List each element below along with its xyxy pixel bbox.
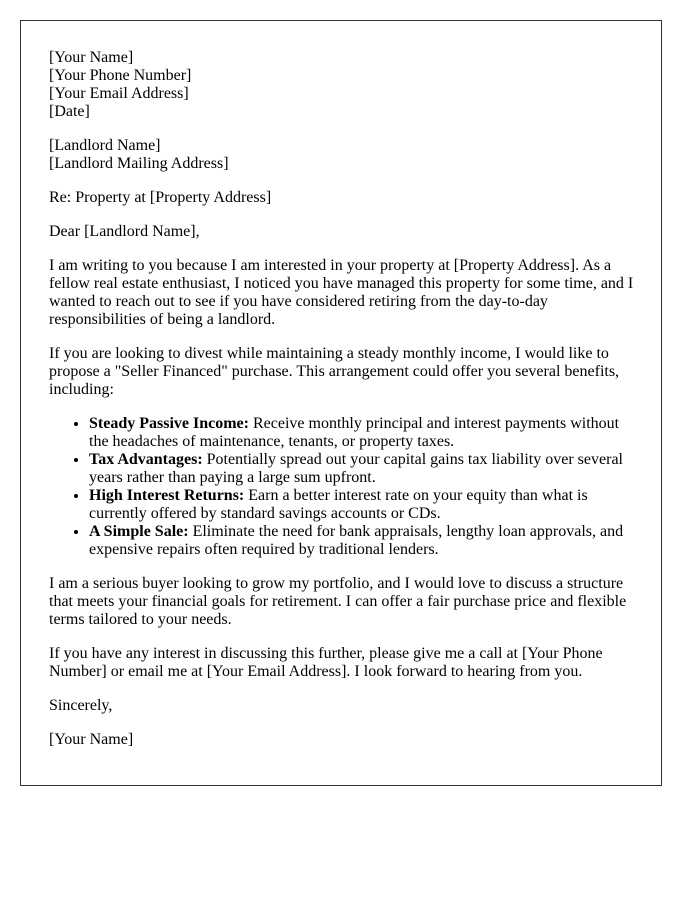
sender-email: [Your Email Address]: [49, 85, 189, 102]
recipient-address: [Landlord Mailing Address]: [49, 155, 229, 172]
body-paragraph: If you are looking to divest while maintaining a steady monthly income, I would like to propose a "Seller Financed" purchase. This arrangement could offer you several benefits, including:: [49, 345, 620, 398]
sender-name: [Your Name]: [49, 49, 134, 66]
benefit-item: [89, 487, 634, 523]
benefit-item: [89, 415, 634, 451]
recipient-name: [Landlord Name]: [49, 137, 161, 154]
salutation: Dear [Landlord Name],: [49, 223, 200, 240]
benefit-text: Earn a better interest rate on your equity than what is currently offered by standard savings accounts or CDs.: [89, 487, 588, 522]
body-paragraph: I am writing to you because I am interested in your property at [Property Address]. As a fellow real estate enthusiast, I noticed you have managed this property for some time, and I wanted to reach out to see if you have considered retiring from the day-to-day responsibilities of being a landlord.: [49, 257, 634, 328]
benefit-item: [89, 451, 634, 487]
benefits-list: [49, 415, 634, 559]
benefit-title: High Interest Returns:: [89, 487, 245, 504]
letter: [20, 20, 662, 786]
recipient-block: [49, 137, 634, 173]
benefit-title: Steady Passive Income:: [89, 415, 249, 432]
sender-block: [49, 49, 634, 121]
letter-date: [Date]: [49, 103, 90, 120]
benefit-text: Receive monthly principal and interest payments without the headaches of maintenance, tenants, or property taxes.: [89, 415, 620, 450]
benefit-title: A Simple Sale:: [89, 523, 189, 540]
subject-line: Re: Property at [Property Address]: [49, 189, 272, 206]
body-paragraph: If you have any interest in discussing this further, please give me a call at [Your Phone Number] or email me at [Your Email Address]. I look forward to hearing from you.: [49, 645, 603, 680]
signature: [Your Name]: [49, 731, 134, 748]
signoff: Sincerely,: [49, 697, 113, 714]
benefit-item: [89, 523, 634, 559]
benefit-title: Tax Advantages:: [89, 451, 203, 468]
body-paragraph: I am a serious buyer looking to grow my portfolio, and I would love to discuss a structure that meets your financial goals for retirement. I can offer a fair purchase price and flexible terms tailored to your needs.: [49, 575, 627, 628]
benefit-text: Eliminate the need for bank appraisals, lengthy loan approvals, and expensive repairs often required by traditional lenders.: [89, 523, 624, 558]
sender-phone: [Your Phone Number]: [49, 67, 192, 84]
benefit-text: Potentially spread out your capital gains tax liability over several years rather than paying a large sum upfront.: [89, 451, 623, 486]
